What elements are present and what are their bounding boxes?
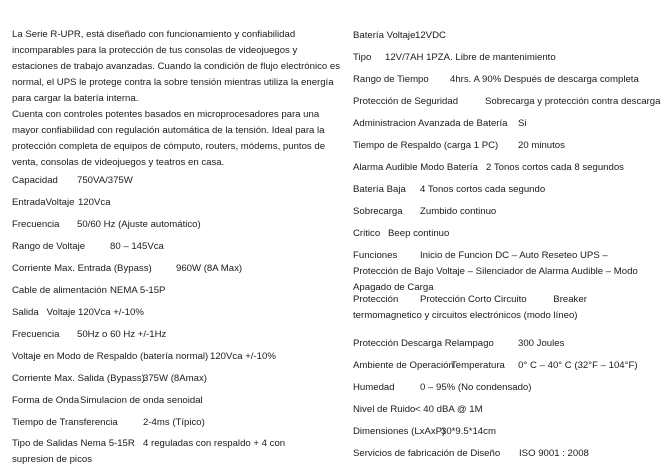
spec-row <box>12 328 166 342</box>
spec-value: 300 Joules <box>518 338 565 349</box>
spec-row <box>353 425 496 439</box>
spec-value: 12V/7AH 1PZA. Libre de mantenimiento <box>385 52 556 63</box>
spec-label: Cable de alimentación <box>12 285 107 296</box>
spec-value: 120Vca +/-10% <box>78 307 144 318</box>
spec-row <box>12 306 144 320</box>
spec-value: 4hrs. A 90% Después de descarga completa <box>450 74 639 85</box>
spec-row <box>353 447 589 461</box>
spec-row <box>353 205 496 219</box>
spec-value: Simulacion de onda senoidal <box>80 395 203 406</box>
spec-value: Zumbido continuo <box>420 206 497 217</box>
spec-label: Administracion Avanzada de Batería <box>353 118 508 129</box>
features-paragraph: Cuenta con controles potentes basados en microprocesadores para una mayor confiabilidad con regulación automática de la tensión. Ideal para la protección completa de equipos de cómputo, routers, módems, puntos de venta, consolas de videojuegos y teatros en casa. <box>12 109 326 168</box>
spec-value: NEMA 5-15P <box>110 285 166 296</box>
spec-row <box>12 262 242 276</box>
spec-label: Sobrecarga <box>353 206 403 217</box>
spec-row <box>353 73 639 87</box>
spec-label: Rango de Voltaje <box>12 241 86 252</box>
spec-row <box>12 174 133 188</box>
spec-label: Tipo de Salidas Nema 5-15R <box>12 438 135 449</box>
spec-value: 120Vca +/-10% <box>210 351 276 362</box>
spec-label: Capacidad <box>12 175 58 186</box>
spec-row <box>353 95 660 109</box>
spec-row <box>12 196 111 210</box>
spec-label: Frecuencia <box>12 219 60 230</box>
spec-value: 120Vca <box>78 197 111 208</box>
spec-value: Beep continuo <box>388 228 450 239</box>
spec-value: 4 reguladas con respaldo + 4 con supresion de picos <box>12 438 286 465</box>
spec-label: Forma de Onda <box>12 395 80 406</box>
spec-label: Nivel de Ruido <box>353 404 416 415</box>
spec-label: Humedad <box>353 382 395 393</box>
spec-label: Protección <box>353 294 399 305</box>
spec-label: Funciones <box>353 250 398 261</box>
spec-row <box>353 248 653 296</box>
spec-label: Batería Baja <box>353 184 406 195</box>
spec-row <box>12 218 201 232</box>
spec-row <box>12 394 203 408</box>
spec-value: Temperatura 0° C – 40° C (32°F – 104°F) <box>451 360 638 371</box>
spec-row <box>12 416 205 430</box>
spec-row <box>353 161 624 175</box>
spec-row <box>353 403 483 417</box>
spec-value: 960W (8A Max) <box>176 263 243 274</box>
spec-value: 4 Tonos cortos cada segundo <box>420 184 546 195</box>
spec-row <box>353 337 564 351</box>
spec-value: Inicio de Funcion DC – Auto Reseteo UPS – Protección de Bajo Voltaje – Silenciador de Alarma Audible – Modo Apagado de Carga <box>353 250 638 293</box>
spec-value: 2 Tonos cortos cada 8 segundos <box>486 162 624 173</box>
spec-row <box>353 292 658 324</box>
spec-value: 30*9.5*14cm <box>441 426 496 437</box>
spec-label: EntradaVoltaje <box>12 197 75 208</box>
spec-row <box>353 359 638 373</box>
spec-label: Salida Voltaje <box>12 307 76 318</box>
spec-label: Protección Descarga Relampago <box>353 338 494 349</box>
spec-label: Frecuencia <box>12 329 60 340</box>
spec-row <box>353 29 446 43</box>
spec-row <box>353 139 565 153</box>
spec-label: Tipo <box>353 52 372 63</box>
spec-label: Rango de Tiempo <box>353 74 429 85</box>
spec-value: < 40 dBA @ 1M <box>415 404 483 415</box>
spec-value: 0 – 95% (No condensado) <box>420 382 532 393</box>
spec-value: 750VA/375W <box>77 175 133 186</box>
spec-label: Alarma Audible Modo Batería <box>353 162 478 173</box>
spec-row <box>12 284 165 298</box>
spec-label: Corriente Max. Entrada (Bypass) <box>12 263 152 274</box>
spec-row <box>353 117 527 131</box>
spec-row <box>353 183 545 197</box>
spec-value: 375W (8Amax) <box>143 373 207 384</box>
spec-value: 20 minutos <box>518 140 565 151</box>
spec-row <box>12 240 164 254</box>
spec-row <box>353 227 449 241</box>
spec-value: 80 – 145Vca <box>110 241 164 252</box>
intro-paragraph: La Serie R-UPR, está diseñado con funcionamiento y confiabilidad incomparables para la protección de tus consolas de videojuegos y estaciones de trabajo avanzadas. Cuando la condición de flujo electrónico es normal, el UPS le protege contra la sobre tensión mientras utiliza la energía para cargar la batería interna. <box>12 29 341 104</box>
spec-row <box>12 372 207 386</box>
spec-value: ISO 9001 : 2008 <box>519 448 589 459</box>
spec-value: 50/60 Hz (Ajuste automático) <box>77 219 201 230</box>
spec-label: Corriente Max. Salida (Bypass) <box>12 373 145 384</box>
spec-value: 50Hz o 60 Hz +/-1Hz <box>77 329 167 340</box>
spec-row <box>12 350 276 364</box>
spec-label: Critico <box>353 228 381 239</box>
spec-value: Si <box>518 118 527 129</box>
spec-value: 12VDC <box>415 30 446 41</box>
spec-row <box>12 436 302 468</box>
spec-row <box>353 381 531 395</box>
spec-value: 2-4ms (Típico) <box>143 417 205 428</box>
spec-value: Sobrecarga y protección contra descarga <box>485 96 661 107</box>
spec-label: Voltaje en Modo de Respaldo (batería normal) <box>12 351 209 362</box>
spec-label: Dimensiones (LxAxP) <box>353 426 446 437</box>
spec-label: Ambiente de Operación <box>353 360 454 371</box>
spec-label: Tiempo de Transferencia <box>12 417 118 428</box>
spec-row <box>353 51 556 65</box>
spec-label: Protección de Seguridad <box>353 96 459 107</box>
spec-label: Tiempo de Respaldo (carga 1 PC) <box>353 140 499 151</box>
spec-value: Protección Corto Circuito Breaker termomagnetico y circuitos electrónicos (modo líneo) <box>353 294 590 321</box>
spec-label: Batería Voltaje <box>353 30 416 41</box>
spec-label: Servicios de fabricación de Diseño <box>353 448 501 459</box>
